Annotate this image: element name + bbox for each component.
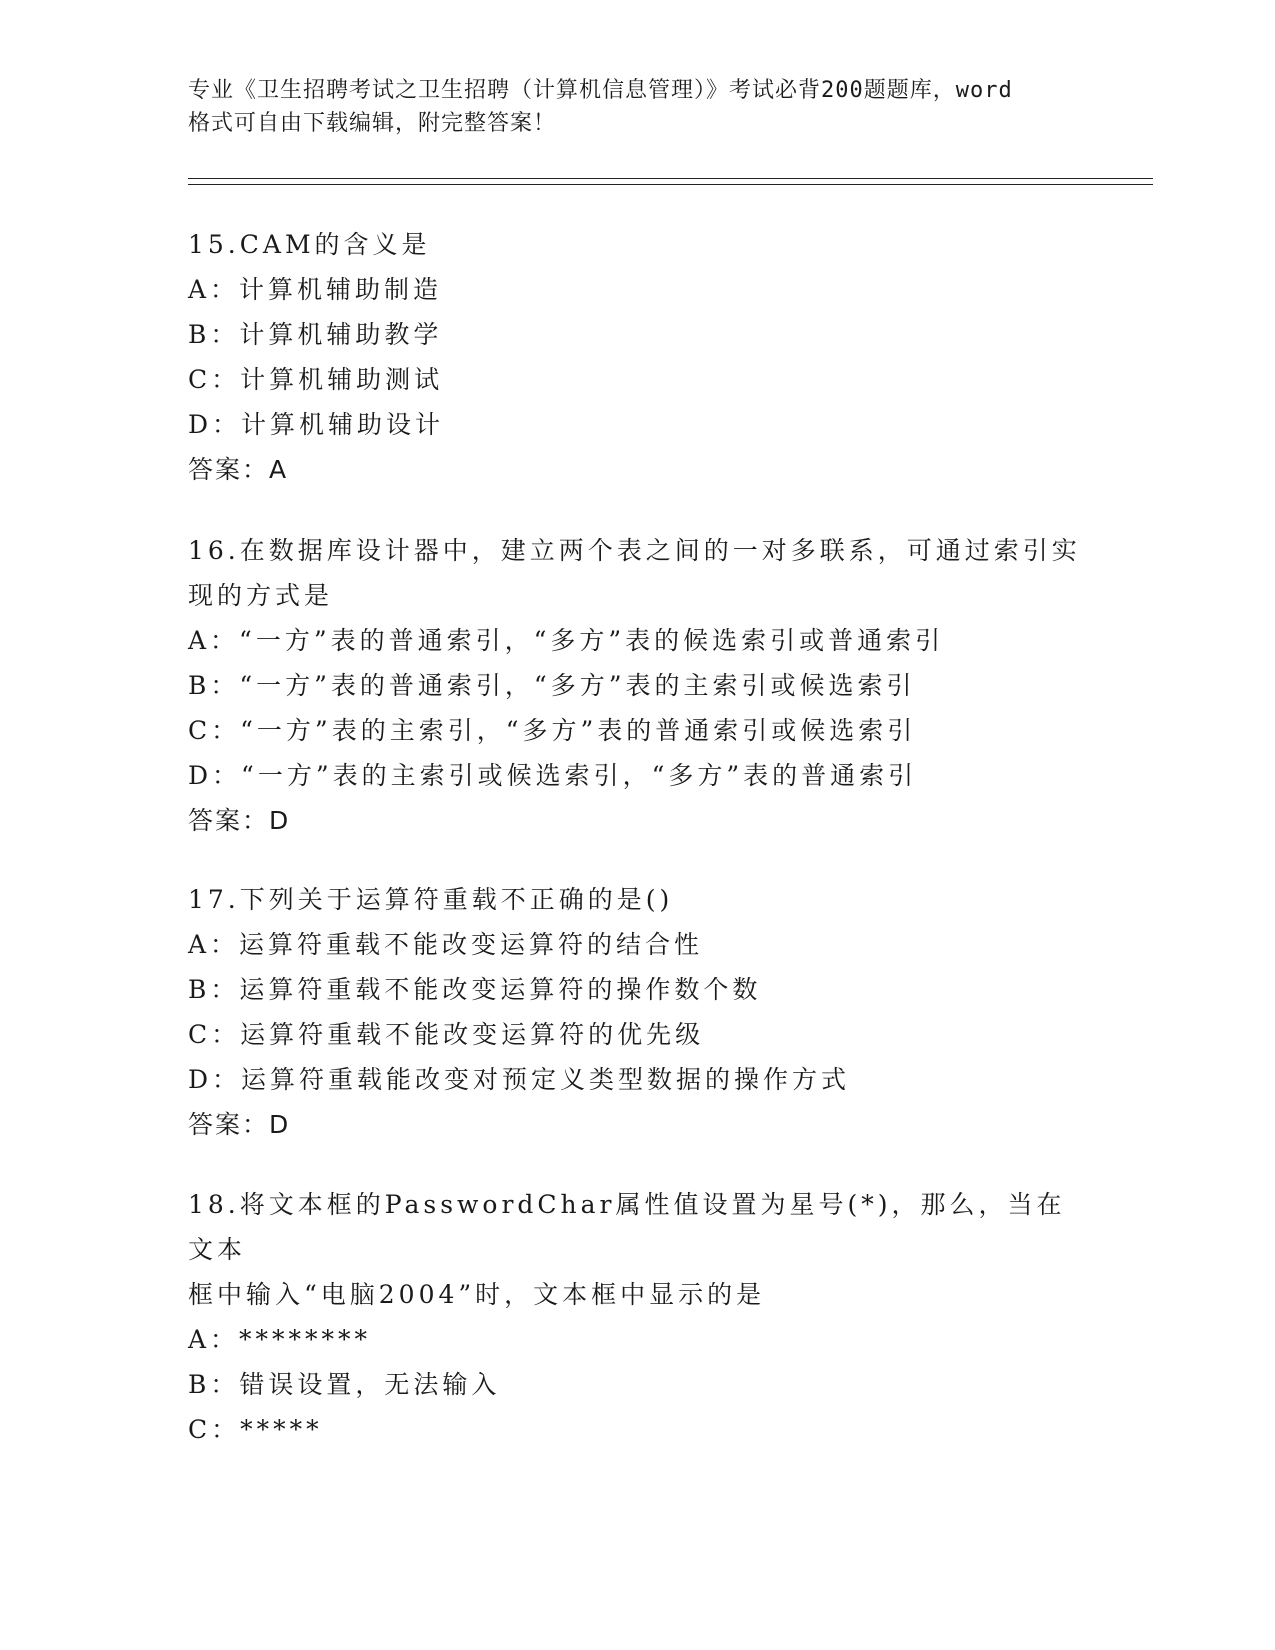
answer-label: 答案：A (188, 455, 289, 484)
question-stem-line-2: 现的方式是 (188, 581, 334, 610)
option-c: C：计算机辅助测试 (188, 365, 444, 394)
option-c: C：“一方”表的主索引，“多方”表的普通索引或候选索引 (188, 716, 917, 745)
question-stem-line-2: 框中输入“电脑2004”时，文本框中显示的是 (188, 1280, 766, 1309)
option-d: D：运算符重载能改变对预定义类型数据的操作方式 (188, 1065, 851, 1094)
question-stem: 15.CAM的含义是 (188, 230, 431, 259)
header-line-2: 格式可自由下载编辑，附完整答案！ (188, 111, 557, 136)
option-a: A：计算机辅助制造 (188, 275, 443, 304)
question-16 (188, 528, 1088, 843)
option-a: A：“一方”表的普通索引，“多方”表的候选索引或普通索引 (188, 626, 945, 655)
header-line-1: 专业《卫生招聘考试之卫生招聘（计算机信息管理）》考试必背200题题库，word (188, 78, 1013, 103)
header-divider (188, 178, 1153, 185)
option-b: B：运算符重载不能改变运算符的操作数个数 (188, 975, 762, 1004)
option-b: B：错误设置，无法输入 (188, 1370, 501, 1399)
question-stem: 17.下列关于运算符重载不正确的是() (188, 885, 674, 914)
question-stem-line-1: 16.在数据库设计器中，建立两个表之间的一对多联系，可通过索引实 (188, 536, 1081, 565)
question-17 (188, 877, 1088, 1147)
option-a: A：******** (188, 1325, 372, 1354)
option-a: A：运算符重载不能改变运算符的结合性 (188, 930, 704, 959)
answer-label: 答案：D (188, 806, 291, 835)
answer-label: 答案：D (188, 1110, 291, 1139)
option-d: D：计算机辅助设计 (188, 410, 445, 439)
document-header (188, 74, 1088, 140)
question-15 (188, 222, 1088, 492)
option-c: C：运算符重载不能改变运算符的优先级 (188, 1020, 705, 1049)
option-b: B：“一方”表的普通索引，“多方”表的主索引或候选索引 (188, 671, 916, 700)
question-18 (188, 1182, 1088, 1452)
question-stem-line-1: 18.将文本框的PasswordChar属性值设置为星号(*)，那么，当在文本 (188, 1190, 1066, 1264)
option-b: B：计算机辅助教学 (188, 320, 443, 349)
option-d: D：“一方”表的主索引或候选索引，“多方”表的普通索引 (188, 761, 918, 790)
option-c: C：***** (188, 1415, 323, 1444)
